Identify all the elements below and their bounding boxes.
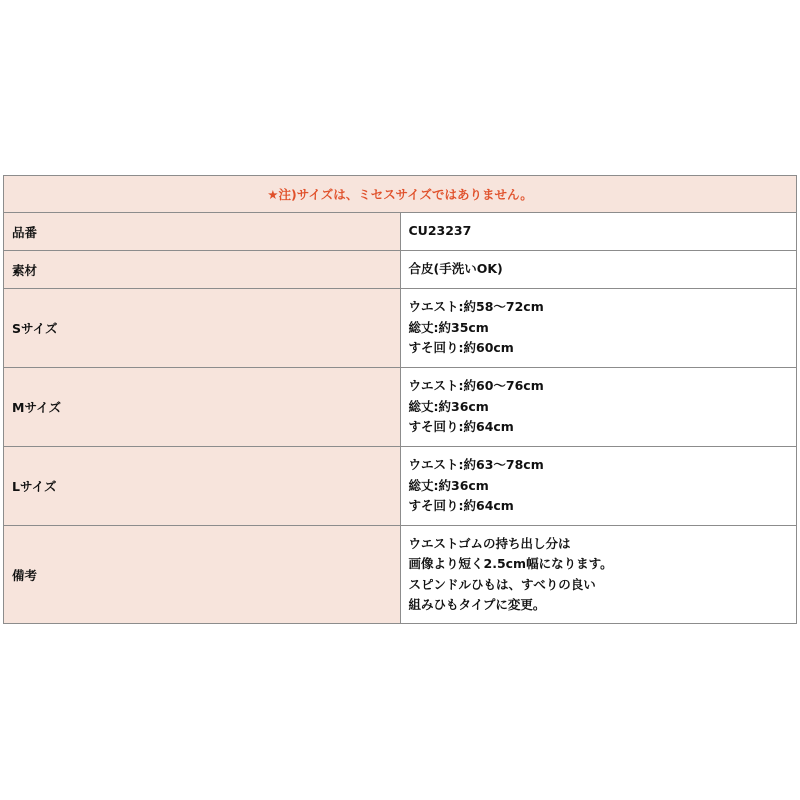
value-line: 合皮(手洗いOK) [408, 261, 503, 277]
spec-row-l-size [4, 447, 797, 526]
remark-line: 組みひもタイプに変更。 [408, 597, 546, 612]
size-notice-text: ★注)サイズは、ミセスサイズではありません。 [267, 187, 533, 202]
value-line-hem: すそ回り:約64cm [408, 498, 514, 514]
value-l-size [400, 447, 797, 526]
notice-row [4, 176, 797, 213]
value-s-size [400, 289, 797, 368]
value-material [400, 251, 797, 289]
value-line: CU23237 [408, 223, 472, 239]
label-m-size: Mサイズ [4, 368, 401, 447]
label-product-number: 品番 [4, 213, 401, 251]
value-line-length: 総丈:約35cm [408, 319, 489, 335]
value-m-size [400, 368, 797, 447]
remark-line: ウエストゴムの持ち出し分は [408, 535, 571, 551]
spec-row-s-size [4, 289, 797, 368]
value-line-waist: ウエスト:約58～72cm [408, 299, 544, 315]
spec-row-m-size [4, 368, 797, 447]
value-line-hem: すそ回り:約64cm [408, 419, 514, 435]
value-remarks [400, 526, 797, 624]
remark-line: スピンドルひもは、すべりの良い [408, 576, 596, 592]
value-product-number [400, 213, 797, 251]
label-l-size: Lサイズ [4, 447, 401, 526]
remark-line: 画像より短く2.5cm幅になります。 [408, 556, 613, 571]
label-remarks: 備考 [4, 526, 401, 624]
spec-row-remarks [4, 526, 797, 624]
value-line-length: 総丈:約36cm [408, 398, 489, 414]
notice-cell [4, 176, 797, 213]
value-line-hem: すそ回り:約60cm [408, 340, 514, 356]
product-spec-table [3, 175, 797, 624]
value-line-length: 総丈:約36cm [408, 477, 489, 493]
value-line-waist: ウエスト:約60～76cm [408, 378, 544, 394]
value-line-waist: ウエスト:約63～78cm [408, 457, 544, 473]
spec-row-material [4, 251, 797, 289]
label-s-size: Sサイズ [4, 289, 401, 368]
label-material: 素材 [4, 251, 401, 289]
spec-row-product-number [4, 213, 797, 251]
